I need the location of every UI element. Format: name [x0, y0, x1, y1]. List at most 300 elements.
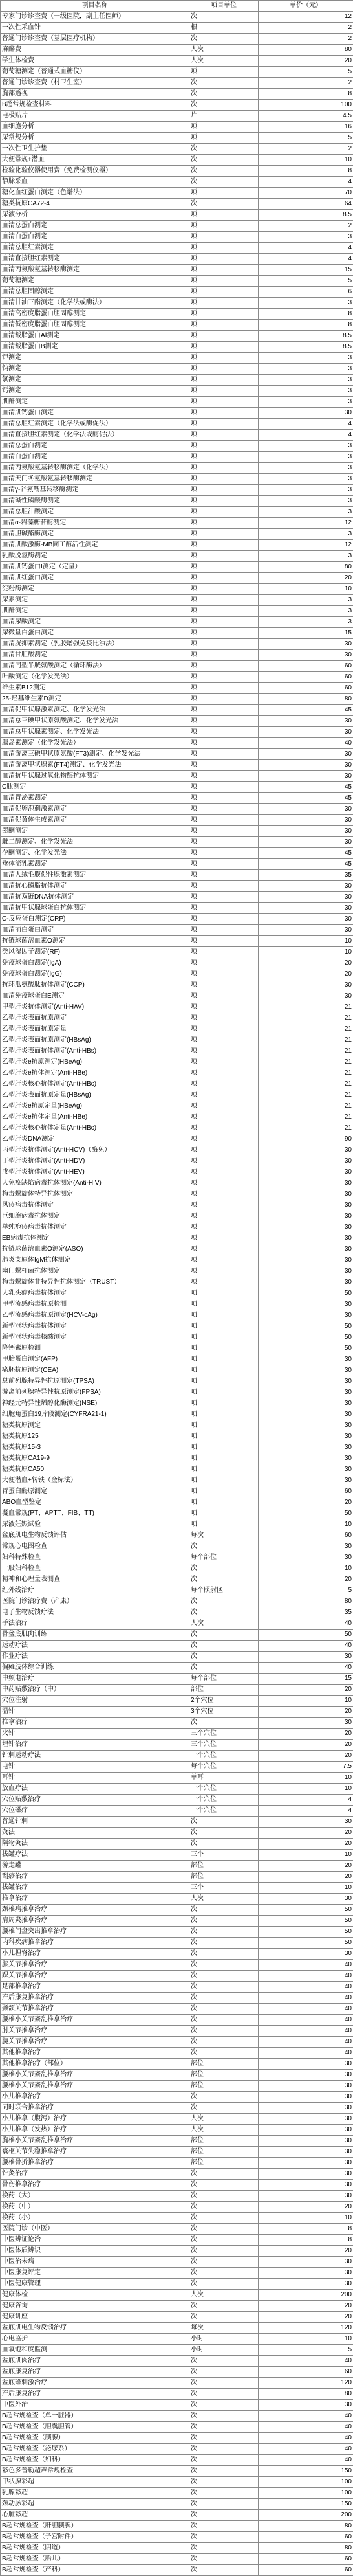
item-name-cell: 肘关节推拿治疗 — [1, 2026, 189, 2037]
item-unit-cell: 次 — [189, 2455, 259, 2466]
item-unit-cell: 次 — [189, 2367, 259, 2378]
unit-price-cell: 120 — [259, 2378, 353, 2389]
item-unit-cell: 项 — [189, 122, 259, 133]
unit-price-cell: 30 — [259, 1949, 353, 1960]
table-row — [1, 2191, 353, 2202]
item-unit-cell: 项 — [189, 452, 259, 463]
unit-price-cell: 10 — [259, 1563, 353, 1574]
item-name-cell: 腰椎小关节紊乱推拿治疗 — [1, 2081, 189, 2092]
unit-price-cell: 10 — [259, 2213, 353, 2224]
table-row — [1, 903, 353, 914]
item-name-cell: 盆底磁刺激治疗 — [1, 2378, 189, 2389]
unit-price-cell: 20 — [259, 1839, 353, 1850]
table-row — [1, 1541, 353, 1552]
unit-price-cell: 2 — [259, 34, 353, 45]
table-row — [1, 166, 353, 177]
unit-price-cell: 30 — [259, 1817, 353, 1828]
unit-price-cell: 10 — [259, 584, 353, 595]
item-unit-cell: 项 — [189, 738, 259, 749]
unit-price-cell: 30 — [259, 1376, 353, 1387]
table-row — [1, 925, 353, 936]
unit-price-cell: 30 — [259, 2103, 353, 2114]
item-unit-cell: 次 — [189, 1641, 259, 1652]
item-unit-cell: 次 — [189, 2301, 259, 2312]
item-name-cell: EB病毒抗体测定 — [1, 1233, 189, 1244]
item-unit-cell: 项 — [189, 419, 259, 430]
unit-price-cell: 10 — [259, 1883, 353, 1894]
item-unit-cell: 次 — [189, 2246, 259, 2257]
table-row — [1, 1740, 353, 1751]
item-unit-cell: 项 — [189, 573, 259, 584]
item-unit-cell: 次 — [189, 166, 259, 177]
item-unit-cell: 项 — [189, 826, 259, 837]
item-unit-cell: 次 — [189, 2521, 259, 2532]
item-name-cell: 健康咨询 — [1, 2301, 189, 2312]
item-unit-cell: 部位 — [189, 1872, 259, 1883]
unit-price-cell: 6 — [259, 287, 353, 298]
table-row — [1, 2103, 353, 2114]
item-unit-cell: 项 — [189, 595, 259, 606]
table-row — [1, 804, 353, 815]
item-unit-cell: 次 — [189, 2015, 259, 2026]
item-name-cell: 中医康复评定 — [1, 2268, 189, 2279]
item-unit-cell: 项 — [189, 232, 259, 243]
unit-price-cell: 20 — [259, 1740, 353, 1751]
item-name-cell: 雌二醇测定、化学发光法 — [1, 837, 189, 848]
item-name-cell: 糖类抗原CA72-4 — [1, 199, 189, 210]
table-row — [1, 1960, 353, 1971]
unit-price-cell: 30 — [259, 1277, 353, 1288]
table-row — [1, 1486, 353, 1497]
unit-price-cell: 21 — [259, 1090, 353, 1101]
item-unit-cell: 项 — [189, 518, 259, 529]
item-name-cell: 中药贴敷治疗（中） — [1, 1685, 189, 1696]
item-unit-cell: 次 — [189, 2554, 259, 2565]
unit-price-cell: 30 — [259, 1189, 353, 1200]
item-name-cell: 普通针刺 — [1, 1817, 189, 1828]
table-row — [1, 2059, 353, 2070]
item-name-cell: 红外线治疗 — [1, 1585, 189, 1596]
unit-price-cell: 30 — [259, 2092, 353, 2103]
item-name-cell: 钾测定 — [1, 353, 189, 364]
item-name-cell: 换药（大） — [1, 2191, 189, 2202]
item-unit-cell: 项 — [189, 221, 259, 232]
item-unit-cell: 项 — [189, 1321, 259, 1332]
table-row — [1, 705, 353, 716]
table-row — [1, 2081, 353, 2092]
item-unit-cell: 项 — [189, 1310, 259, 1321]
item-name-cell: 大便常规+潜血 — [1, 155, 189, 166]
unit-price-cell: 10 — [259, 1696, 353, 1707]
table-row — [1, 1806, 353, 1817]
item-name-cell: 胃蛋白酶原测定 — [1, 1486, 189, 1497]
table-row — [1, 2279, 353, 2290]
unit-price-cell: 8.5 — [259, 331, 353, 342]
item-unit-cell: 项 — [189, 1343, 259, 1354]
item-unit-cell: 项 — [189, 1277, 259, 1288]
unit-price-cell: 30 — [259, 1464, 353, 1475]
item-name-cell: 总前列腺特异性抗原测定(TPSA) — [1, 1376, 189, 1387]
item-unit-cell: 部位 — [189, 2081, 259, 2092]
item-unit-cell: 根 — [189, 23, 259, 34]
item-unit-cell: 项 — [189, 298, 259, 309]
item-unit-cell: 项 — [189, 936, 259, 947]
table-row — [1, 1420, 353, 1431]
table-row — [1, 177, 353, 188]
item-unit-cell: 项 — [189, 386, 259, 397]
item-unit-cell: 项 — [189, 1178, 259, 1189]
unit-price-cell: 21 — [259, 1057, 353, 1068]
table-row — [1, 694, 353, 705]
unit-price-cell: 3 — [259, 485, 353, 496]
table-row — [1, 12, 353, 23]
item-unit-cell: 次 — [189, 2257, 259, 2268]
item-name-cell: 血清γ-谷氨酰基转移酶测定 — [1, 485, 189, 496]
unit-price-cell: 30 — [259, 2158, 353, 2169]
item-unit-cell: 一个穴位 — [189, 1784, 259, 1795]
item-unit-cell: 每个部位 — [189, 1552, 259, 1563]
item-unit-cell: 项 — [189, 815, 259, 826]
table-row — [1, 342, 353, 353]
table-row — [1, 133, 353, 144]
item-unit-cell: 项 — [189, 727, 259, 738]
item-unit-cell: 次 — [189, 2411, 259, 2422]
item-unit-cell: 项 — [189, 1057, 259, 1068]
item-unit-cell: 项 — [189, 474, 259, 485]
item-unit-cell: 次 — [189, 144, 259, 155]
item-name-cell: 温针 — [1, 1707, 189, 1718]
item-unit-cell: 次 — [189, 1949, 259, 1960]
item-name-cell: 普通门诊诊查费（村卫生室） — [1, 78, 189, 89]
item-name-cell: 血清碱性磷酸酶测定 — [1, 496, 189, 507]
unit-price-cell: 2 — [259, 23, 353, 34]
unit-price-cell: 40 — [259, 1993, 353, 2004]
table-row — [1, 628, 353, 639]
item-name-cell: 血清总三碘甲状原氨酸测定、化学发光法 — [1, 716, 189, 727]
item-unit-cell: 次 — [189, 2433, 259, 2444]
unit-price-cell: 40 — [259, 1618, 353, 1630]
item-unit-cell: 片 — [189, 111, 259, 122]
table-row — [1, 463, 353, 474]
item-name-cell: 血清载脂蛋白B测定 — [1, 342, 189, 353]
item-name-cell: 电子生物反馈疗法 — [1, 1607, 189, 1618]
unit-price-cell: 50 — [259, 1927, 353, 1938]
item-unit-cell: 次 — [189, 2202, 259, 2213]
table-row — [1, 1431, 353, 1442]
table-row — [1, 2180, 353, 2191]
unit-price-cell: 40 — [259, 1641, 353, 1652]
table-row — [1, 1982, 353, 1993]
item-unit-cell: 项 — [189, 804, 259, 815]
item-unit-cell: 项 — [189, 463, 259, 474]
item-name-cell: 淀粉酶测定 — [1, 584, 189, 595]
unit-price-cell: 30 — [259, 2070, 353, 2081]
item-unit-cell: 小时 — [189, 2334, 259, 2345]
item-unit-cell: 项 — [189, 1420, 259, 1431]
unit-price-cell: 50 — [259, 1938, 353, 1949]
item-unit-cell: 次 — [189, 1993, 259, 2004]
item-unit-cell: 项 — [189, 485, 259, 496]
table-row — [1, 716, 353, 727]
unit-price-cell: 5 — [259, 2345, 353, 2356]
item-unit-cell: 次 — [189, 2004, 259, 2015]
item-unit-cell: 项 — [189, 782, 259, 793]
table-row — [1, 551, 353, 562]
item-unit-cell: 项 — [189, 1068, 259, 1079]
unit-price-cell: 30 — [259, 408, 353, 419]
unit-price-cell: 90 — [259, 1134, 353, 1145]
item-name-cell: 血清低密度脂蛋白胆固醇测定 — [1, 320, 189, 331]
unit-price-cell: 30 — [259, 1652, 353, 1663]
item-unit-cell: 项 — [189, 892, 259, 903]
item-unit-cell: 人次 — [189, 1618, 259, 1630]
table-row — [1, 2169, 353, 2180]
item-unit-cell: 项 — [189, 342, 259, 353]
table-row — [1, 1068, 353, 1079]
unit-price-cell: 20 — [259, 56, 353, 67]
table-row — [1, 1938, 353, 1949]
item-unit-cell: 小时 — [189, 2345, 259, 2356]
item-unit-cell: 次 — [189, 2378, 259, 2389]
item-name-cell: 甲型流感病毒抗原检测 — [1, 1299, 189, 1310]
item-name-cell: 戊型肝炎抗体测定(Anti-HEV) — [1, 1167, 189, 1178]
unit-price-cell: 4 — [259, 243, 353, 254]
item-name-cell: 血清丙氨酸氨基转移酶测定（化学法） — [1, 463, 189, 474]
item-name-cell: 血清肌红蛋白测定 — [1, 573, 189, 584]
item-unit-cell: 部位 — [189, 2147, 259, 2158]
table-row — [1, 540, 353, 551]
table-row — [1, 936, 353, 947]
table-row — [1, 2213, 353, 2224]
item-name-cell: 彩色多普勒超声常规检查 — [1, 2466, 189, 2477]
item-name-cell: 免疫球蛋白测定(IgG) — [1, 969, 189, 980]
unit-price-cell: 30 — [259, 1398, 353, 1409]
table-row — [1, 1751, 353, 1762]
unit-price-cell: 30 — [259, 2114, 353, 2125]
table-row — [1, 1354, 353, 1365]
item-name-cell: 尿素测定 — [1, 595, 189, 606]
item-name-cell: 乙型肝炎e抗体测定(Anti-HBe) — [1, 1068, 189, 1079]
item-unit-cell: 项 — [189, 859, 259, 870]
item-name-cell: 癌胚抗原测定(CEA) — [1, 1365, 189, 1376]
unit-price-cell: 20 — [259, 958, 353, 969]
item-name-cell: 中医治未病 — [1, 2257, 189, 2268]
table-row — [1, 760, 353, 771]
table-row — [1, 1134, 353, 1145]
item-unit-cell: 次 — [189, 2268, 259, 2279]
item-name-cell: 颞颌关节推拿治疗 — [1, 2004, 189, 2015]
item-unit-cell: 项 — [189, 760, 259, 771]
table-row — [1, 265, 353, 276]
table-row — [1, 353, 353, 364]
item-unit-cell: 次 — [189, 2037, 259, 2048]
table-row — [1, 78, 353, 89]
unit-price-cell: 5 — [259, 276, 353, 287]
table-row — [1, 980, 353, 991]
unit-price-cell: 12 — [259, 518, 353, 529]
item-name-cell: 血清总胆红素测定（化学法或酶促法） — [1, 419, 189, 430]
item-name-cell: 手法治疗 — [1, 1618, 189, 1630]
unit-price-cell: 45 — [259, 848, 353, 859]
item-unit-cell: 项 — [189, 276, 259, 287]
item-unit-cell: 人次 — [189, 2114, 259, 2125]
unit-price-cell: 12 — [259, 12, 353, 23]
item-unit-cell: 项 — [189, 562, 259, 573]
table-row — [1, 1013, 353, 1024]
unit-price-cell: 8 — [259, 166, 353, 177]
item-name-cell: 乙型肝炎DNA测定 — [1, 1134, 189, 1145]
item-unit-cell: 三个穴位 — [189, 1729, 259, 1740]
unit-price-cell: 60 — [259, 2565, 353, 2576]
item-unit-cell: 人次 — [189, 1894, 259, 1905]
unit-price-cell: 30 — [259, 815, 353, 826]
item-unit-cell: 项 — [189, 188, 259, 199]
unit-price-cell: 40 — [259, 1971, 353, 1982]
item-name-cell: 内科疾病推拿治疗 — [1, 1938, 189, 1949]
unit-price-cell: 30 — [259, 760, 353, 771]
unit-price-cell: 30 — [259, 2180, 353, 2191]
unit-price-cell: 21 — [259, 1112, 353, 1123]
table-row — [1, 408, 353, 419]
table-row — [1, 1024, 353, 1035]
item-name-cell: 腕关节推拿治疗 — [1, 2037, 189, 2048]
unit-price-cell: 5 — [259, 1585, 353, 1596]
item-name-cell: 乙型肝炎e抗原定量(HBeAg) — [1, 1101, 189, 1112]
item-name-cell: 寰枢关节失稳推拿治疗 — [1, 2147, 189, 2158]
item-name-cell: 血清肌钙蛋白I测定（定量） — [1, 562, 189, 573]
unit-price-cell: 30 — [259, 892, 353, 903]
unit-price-cell: 21 — [259, 1013, 353, 1024]
item-name-cell: 一次性采血针 — [1, 23, 189, 34]
table-row — [1, 397, 353, 408]
item-name-cell: 乳腺彩超 — [1, 2488, 189, 2499]
unit-price-cell: 80 — [259, 562, 353, 573]
unit-price-cell: 16 — [259, 122, 353, 133]
unit-price-cell: 40 — [259, 2433, 353, 2444]
table-row — [1, 1563, 353, 1574]
item-name-cell: 血清丙氨酸氨基转移酶测定 — [1, 265, 189, 276]
item-name-cell: 乙型肝炎表面抗原定量(HBsAg) — [1, 1090, 189, 1101]
unit-price-cell: 30 — [259, 2268, 353, 2279]
item-name-cell: 血清抗双链DNA抗体测定 — [1, 892, 189, 903]
item-name-cell: 电针 — [1, 1762, 189, 1773]
item-name-cell: 血清胆碱酯酶测定 — [1, 529, 189, 540]
unit-price-cell: 2 — [259, 78, 353, 89]
unit-price-cell: 4.5 — [259, 111, 353, 122]
table-row — [1, 364, 353, 375]
unit-price-cell: 15 — [259, 1674, 353, 1685]
item-unit-cell: 每个照射区 — [189, 1585, 259, 1596]
table-row — [1, 155, 353, 166]
item-name-cell: 妇科特殊检查 — [1, 1552, 189, 1563]
unit-price-cell: 21 — [259, 1035, 353, 1046]
unit-price-cell: 30 — [259, 1431, 353, 1442]
item-name-cell: 维生素B12测定 — [1, 683, 189, 694]
table-row — [1, 2125, 353, 2136]
item-name-cell: B超常规检查（胎儿） — [1, 2554, 189, 2565]
unit-price-cell: 30 — [259, 826, 353, 837]
table-row — [1, 23, 353, 34]
table-row — [1, 1475, 353, 1486]
unit-price-cell: 80 — [259, 1596, 353, 1607]
item-unit-cell: 人次 — [189, 45, 259, 56]
item-name-cell: B超常规检查（胰腺） — [1, 2433, 189, 2444]
header-row — [1, 1, 353, 12]
item-unit-cell: 项 — [189, 793, 259, 804]
item-name-cell: 其他推拿治疗（部位） — [1, 2059, 189, 2070]
item-unit-cell: 次 — [189, 1982, 259, 1993]
unit-price-cell: 20 — [259, 1729, 353, 1740]
unit-price-cell: 30 — [259, 1365, 353, 1376]
unit-price-cell: 8.5 — [259, 210, 353, 221]
unit-price-cell: 15 — [259, 628, 353, 639]
unit-price-cell: 4 — [259, 177, 353, 188]
item-unit-cell: 次 — [189, 2213, 259, 2224]
item-unit-cell: 次 — [189, 1817, 259, 1828]
table-row — [1, 1090, 353, 1101]
item-unit-cell: 人次 — [189, 2125, 259, 2136]
item-name-cell: 肌酐测定 — [1, 606, 189, 617]
item-unit-cell: 次 — [189, 2389, 259, 2400]
item-unit-cell: 项 — [189, 1431, 259, 1442]
item-name-cell: 血清直接胆红素测定 — [1, 254, 189, 265]
table-row — [1, 122, 353, 133]
unit-price-cell: 150 — [259, 2466, 353, 2477]
item-name-cell: 糖类抗原CA50 — [1, 1464, 189, 1475]
item-name-cell: 肺炎支原体IgM抗体测定 — [1, 1255, 189, 1266]
item-name-cell: 幽门螺杆菌抗体测定 — [1, 1266, 189, 1277]
item-name-cell: 精神和心理量表测查 — [1, 1574, 189, 1585]
table-row — [1, 2510, 353, 2521]
unit-price-cell: 2 — [259, 221, 353, 232]
table-row — [1, 1596, 353, 1607]
unit-price-cell: 3 — [259, 617, 353, 628]
unit-price-cell: 60 — [259, 683, 353, 694]
item-name-cell: 降钙素原检测 — [1, 1343, 189, 1354]
item-name-cell: 颈动脉彩超 — [1, 2499, 189, 2510]
item-name-cell: 人乳头瘤病毒抗体测定 — [1, 1288, 189, 1299]
table-row — [1, 2389, 353, 2400]
item-name-cell: 偏瘫肢体综合训练 — [1, 1663, 189, 1674]
table-row — [1, 584, 353, 595]
table-row — [1, 2323, 353, 2334]
unit-price-cell: 40 — [259, 2411, 353, 2422]
table-row — [1, 1916, 353, 1927]
table-row — [1, 1641, 353, 1652]
item-name-cell: 血细胞分析 — [1, 122, 189, 133]
table-row — [1, 430, 353, 441]
table-row — [1, 56, 353, 67]
item-unit-cell: 项 — [189, 1145, 259, 1156]
table-row — [1, 1145, 353, 1156]
table-row — [1, 573, 353, 584]
item-name-cell: 乙型肝炎核心抗体测定(Anti-HBc) — [1, 1079, 189, 1090]
item-name-cell: 葡萄糖测定（普通式血糖仪） — [1, 67, 189, 78]
table-row — [1, 914, 353, 925]
item-unit-cell: 次 — [189, 2400, 259, 2411]
unit-price-cell: 3 — [259, 606, 353, 617]
unit-price-cell: 21 — [259, 1002, 353, 1013]
unit-price-cell: 50 — [259, 1321, 353, 1332]
unit-price-cell: 10 — [259, 936, 353, 947]
item-unit-cell: 次 — [189, 1541, 259, 1552]
item-name-cell: 学生体检费 — [1, 56, 189, 67]
unit-price-cell: 30 — [259, 1299, 353, 1310]
table-row — [1, 1365, 353, 1376]
unit-price-cell: 30 — [259, 1420, 353, 1431]
unit-price-cell: 60 — [259, 2532, 353, 2543]
table-row — [1, 2114, 353, 2125]
